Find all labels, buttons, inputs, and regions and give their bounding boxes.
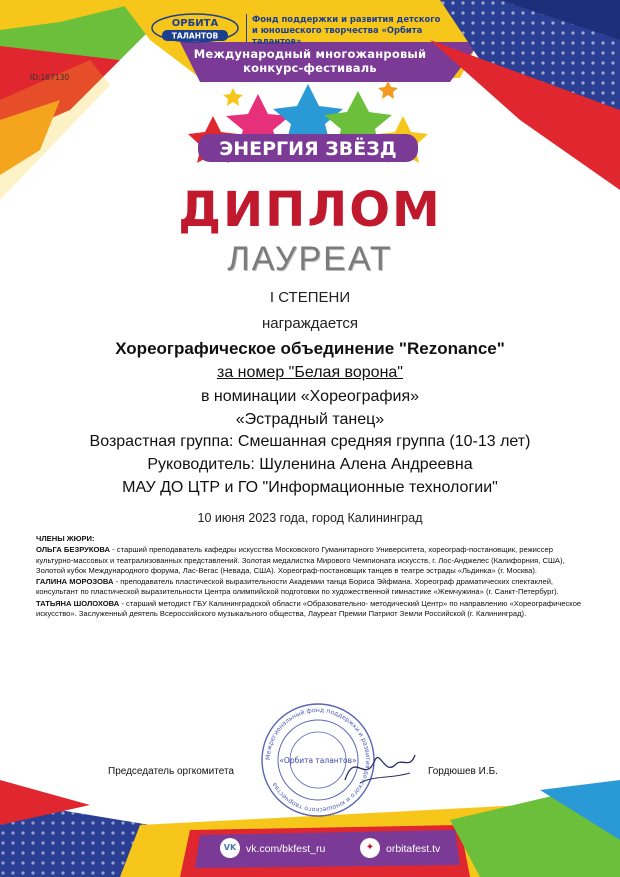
header-divider <box>246 14 247 42</box>
laureate-heading: ЛАУРЕАТ <box>227 240 393 278</box>
site-link[interactable]: orbitafest.tv <box>386 843 441 855</box>
vk-icon[interactable]: VK <box>220 838 240 858</box>
jury-member <box>36 577 588 598</box>
chair-label: Председатель оргкомитета <box>108 766 234 777</box>
leader-text: Руководитель: Шуленина Алена Андреевна <box>147 456 473 473</box>
jury-member-bio: - старший преподаватель кафедры искусства Московского Гуманитарного Университета, хореограф-постановщик, режиссер культурно-массовых и театрализованных представлений. Золотая медалистка Мирового Чемпионата искусств, г. Лос-Анджелес (Калифорния, США), Золотой кубок Международного форума, Лас-Вегас (Невада, США). Хореограф-постановщик танцев в театре эстрады «Льдинка» (г. Москва). <box>36 545 565 575</box>
stamp-center-text: «Орбита талантов» <box>279 756 357 765</box>
contest-line-2: конкурс-фестиваль <box>243 61 377 75</box>
jury-member-name: ТАТЬЯНА ШОЛОХОВА <box>36 598 120 608</box>
brand-name: ЭНЕРГИЯ ЗВЁЗД <box>219 138 397 160</box>
org-description <box>252 14 462 47</box>
orbita-logo <box>150 12 240 44</box>
org-line-1: Фонд поддержки и развития детского <box>252 14 441 24</box>
contest-line-1: Международный многожанровый <box>193 47 427 61</box>
jury-member <box>36 599 588 620</box>
jury-member-name: ГАЛИНА МОРОЗОВА <box>36 577 114 587</box>
signature-mark <box>340 745 420 790</box>
svg-text:ОРБИТА: ОРБИТА <box>171 18 219 29</box>
vk-link[interactable]: vk.com/bkfest_ru <box>246 843 326 855</box>
recipient-name: Хореографическое объединение "Rezonance" <box>115 339 505 358</box>
performance-title <box>0 364 620 382</box>
performance-title-text: за номер "Белая ворона" <box>217 364 403 381</box>
stamp-ring-text: Межрегиональный фонд поддержки и развития детского и юношеского творчества <box>264 706 372 814</box>
document-id: ID:167130 <box>30 73 70 82</box>
institution-text: МАУ ДО ЦТР и ГО "Информационные технологии" <box>122 479 498 496</box>
jury-heading: ЧЛЕНЫ ЖЮРИ: <box>36 534 95 543</box>
age-group-text: Возрастная группа: Смешанная средняя группа (10-13 лет) <box>89 433 531 450</box>
awarded-text: награждается <box>261 315 359 332</box>
date-location: 10 июня 2023 года, город Калининград <box>197 511 423 525</box>
jury-member <box>36 545 588 576</box>
jury-member-bio: - старший методист ГБУ Калининградской области «Образовательно- методический Центр» по направлению «Хореографическое искусство». Заслуженный деятель Всероссийского музыкального общества, Лауреат Премии Патриот Земли Российской (г. Калининград). <box>36 598 582 619</box>
diploma-title: ДИПЛОМ <box>178 182 442 238</box>
jury-member-bio: - преподаватель пластической выразительности Академии танца Бориса Эйфмана. Хореограф драматических спектаклей, консультант по пластической выразительности Центра олимпийской подготовки по художественной гимнастике «Жемчужина» (г. Санкт-Петербург). <box>36 577 559 597</box>
energy-stars-logo <box>183 76 433 186</box>
jury-section <box>36 534 588 620</box>
contest-name <box>0 47 620 75</box>
degree-text: I СТЕПЕНИ <box>269 289 351 306</box>
org-line-2: и юношеского творчества «Орбита талантов» <box>252 25 423 46</box>
genre-text: «Эстрадный танец» <box>235 411 385 428</box>
svg-text:ТАЛАНТОВ: ТАЛАНТОВ <box>171 31 219 41</box>
orbita-icon[interactable]: ✦ <box>360 838 380 858</box>
chair-name: Гордюшев И.Б. <box>428 766 498 777</box>
jury-member-name: ОЛЬГА БЕЗРУКОВА <box>36 545 111 555</box>
nomination-text: в номинации «Хореография» <box>200 388 420 405</box>
